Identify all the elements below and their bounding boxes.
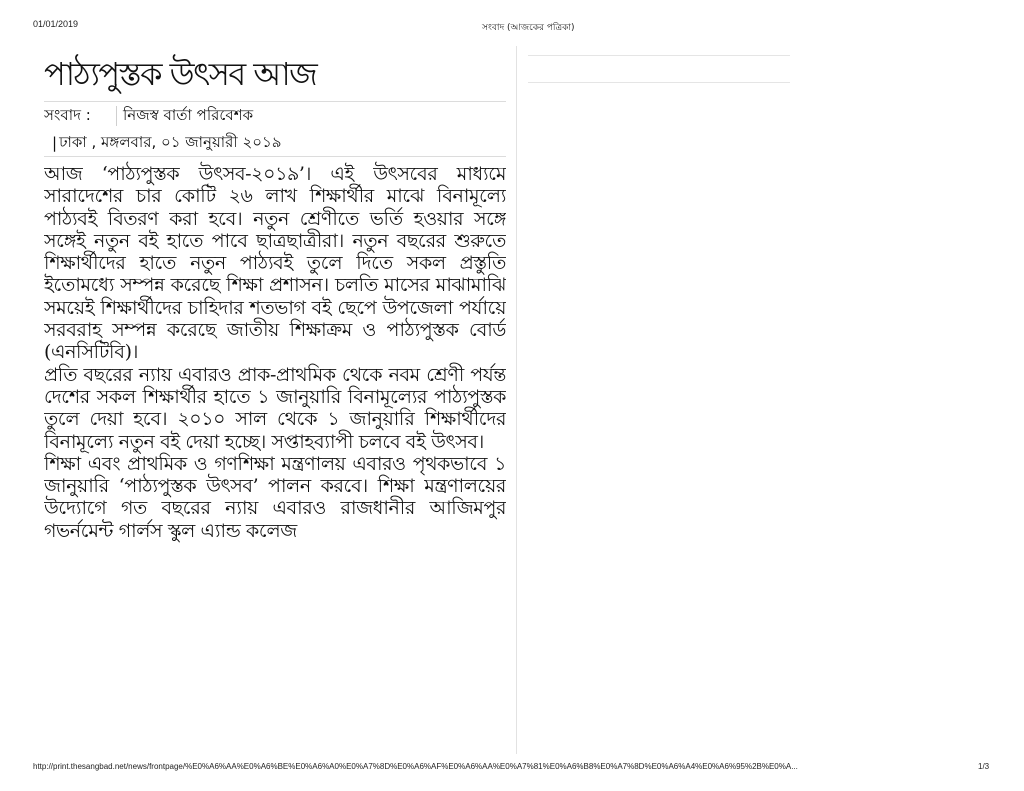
print-page-number: 1/3 [978, 762, 990, 771]
byline: নিজস্ব বার্তা পরিবেশক [123, 105, 254, 124]
sidebar-divider [528, 55, 790, 56]
sidebar-divider [528, 82, 790, 83]
byline-label: সংবাদ : [44, 105, 91, 124]
byline-divider [116, 106, 117, 126]
article-paragraph: শিক্ষা এবং প্রাথমিক ও গণশিক্ষা মন্ত্রণালয় এবারও পৃথকভাবে ১ জানুয়ারি ‘পাঠ্যপুস্তক উৎসব’ পালন করবে। শিক্ষা মন্ত্রণালয়ের উদ্যোগে গত বছরের ন্যায় এবারও রাজধানীর আজিমপুর গভর্নমেন্ট গার্লস স্কুল এ্যান্ড কলেজ [44, 452, 506, 542]
article-paragraph: প্রতি বছরের ন্যায় এবারও প্রাক-প্রাথমিক থেকে নবম শ্রেণী পর্যন্ত দেশের সকল শিক্ষার্থীর হাতে ১ জানুয়ারি বিনামূল্যের পাঠ্যপুস্তক তুলে দেয়া হবে। ২০১০ সাল থেকে ১ জানুয়ারি শিক্ষার্থীদের বিনামূল্যে নতুন বই দেয়া হচ্ছে। সপ্তাহব্যাপী চলবে বই উৎসব। [44, 363, 506, 453]
dateline-row [44, 130, 506, 157]
dateline: ঢাকা , মঙ্গলবার, ০১ জানুয়ারী ২০১৯ [59, 132, 282, 151]
dateline-divider: | [52, 134, 58, 152]
article [44, 52, 506, 752]
column-divider [516, 46, 517, 754]
article-paragraph: আজ ‘পাঠ্যপুস্তক উৎসব-২০১৯’। এই উৎসবের মাধ্যমে সারাদেশের চার কোটি ২৬ লাখ শিক্ষার্থীর মাঝে বিনামূল্যে পাঠ্যবই বিতরণ করা হবে। নতুন শ্রেণীতে ভর্তি হওয়ার সঙ্গে সঙ্গেই নতুন বই হাতে পাবে ছাত্রছাত্রীরা। নতুন বছরের শুরুতে শিক্ষার্থীদের হাতে নতুন পাঠ্যবই তুলে দিতে সকল প্রস্তুতি ইতোমধ্যে সম্পন্ন করেছে শিক্ষা প্রশাসন। চলতি মাসের মাঝামাঝি সময়েই শিক্ষার্থীদের চাহিদার শতভাগ বই ছেপে উপজেলা পর্যায়ে সরবরাহ সম্পন্ন করেছে জাতীয় শিক্ষাক্রম ও পাঠ্যপুস্তক বোর্ড (এনসিটিবি)। [44, 163, 506, 364]
byline-row [44, 101, 506, 130]
print-footer-url: http://print.thesangbad.net/news/frontpage/%E0%A6%AA%E0%A6%BE%E0%A6%A0%E0%A7%8D%E0%A6%AF%E0%A6%AA%E0%A7%81%E0%A6%B8%E0%A7%8D%E0%A6%A4%E0%A6%95%2B%E0%A... [33, 762, 798, 771]
print-publication-title: সংবাদ (আজকের পত্রিকা) [482, 23, 575, 33]
article-body [44, 163, 506, 542]
article-headline: পাঠ্যপুস্তক উৎসব আজ [44, 55, 317, 93]
print-date: 01/01/2019 [33, 19, 79, 29]
